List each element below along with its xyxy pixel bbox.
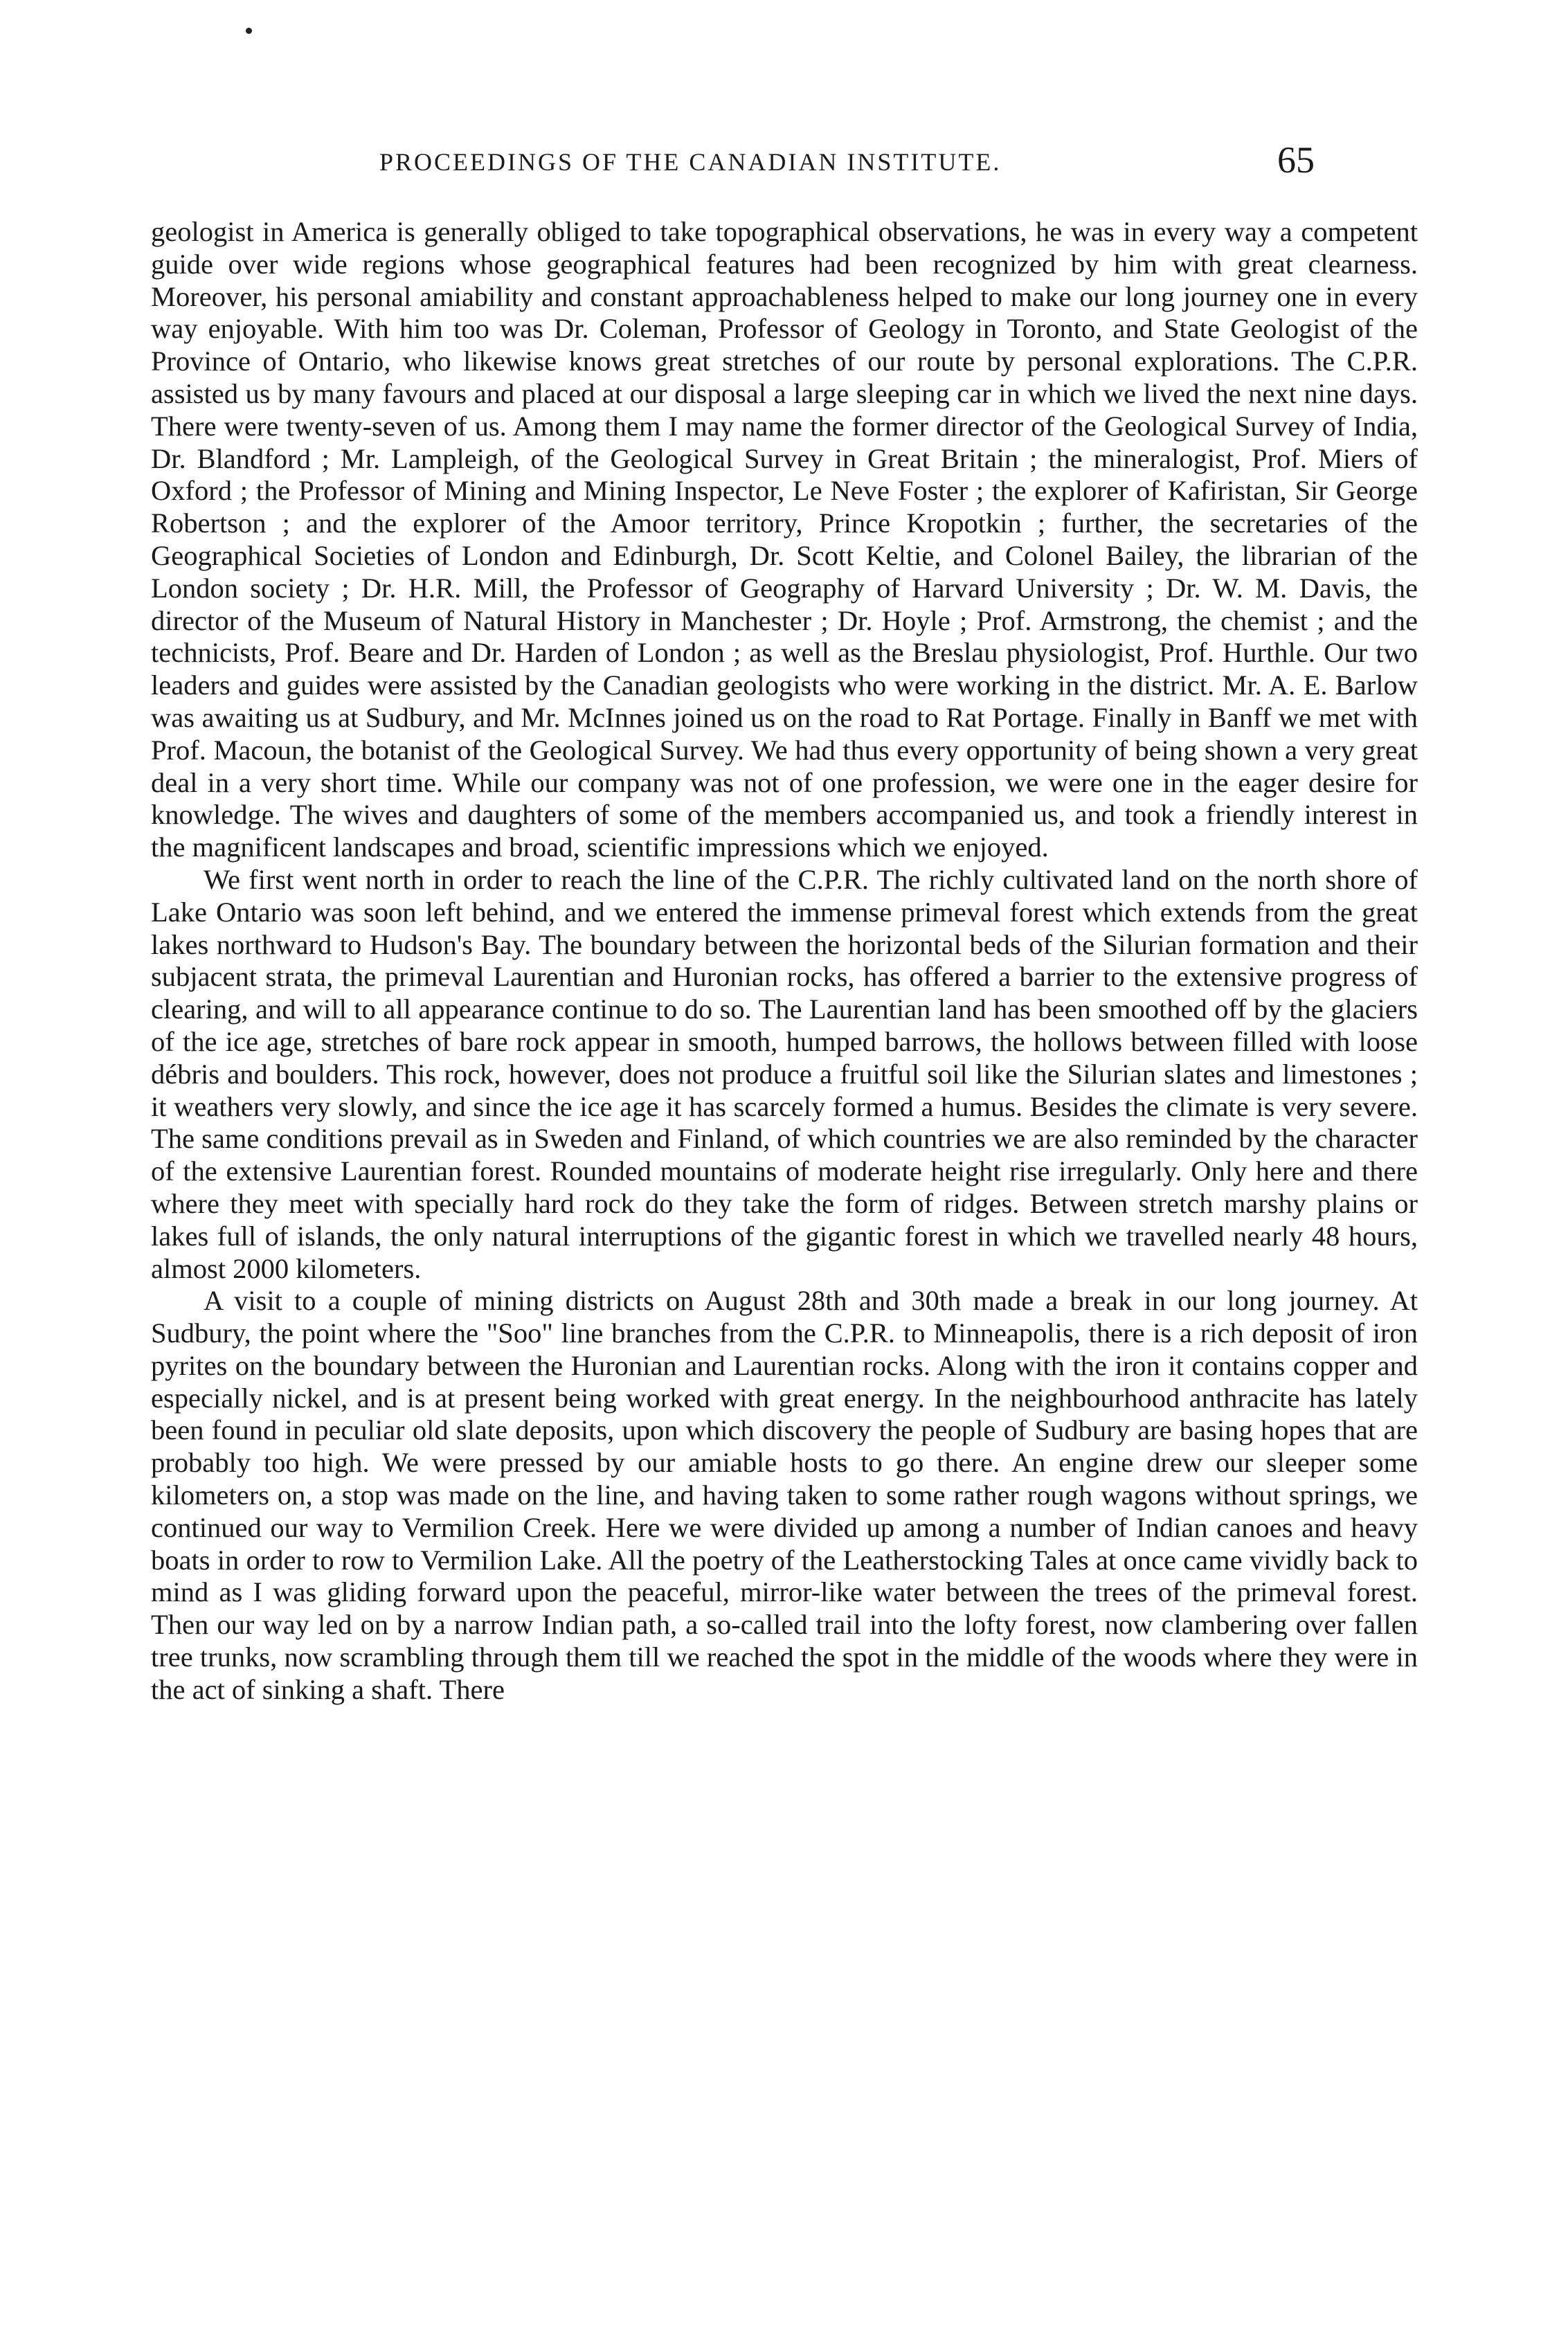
page-number: 65 — [1277, 139, 1315, 181]
body-text — [151, 216, 1418, 1706]
paragraph-journey-north: We first went north in order to reach the line of the C.P.R. The richly cultivated land on the north shore of Lake Ontario was soon left behind, and we entered the immense primeval forest which extends from the great lakes northward to Hudson's Bay. The boundary between the horizontal beds of the Silurian formation and their subjacent strata, the primeval Laurentian and Huronian rocks, has offered a barrier to the extensive progress of clearing, and will to all appearance continue to do so. The Laurentian land has been smoothed off by the glaciers of the ice age, stretches of bare rock appear in smooth, humped barrows, the hollows between filled with loose débris and boulders. This rock, however, does not produce a fruitful soil like the Silurian slates and limestones ; it weathers very slowly, and since the ice age it has scarcely formed a humus. Besides the climate is very severe. The same conditions prevail as in Sweden and Finland, of which countries we are also reminded by the character of the extensive Laurentian forest. Rounded mountains of moderate height rise irregularly. Only here and there where they meet with specially hard rock do they take the form of ridges. Between stretch marshy plains or lakes full of islands, the only natural interruptions of the gigantic forest in which we travelled nearly 48 hours, almost 2000 kilometers. — [151, 863, 1418, 1284]
paragraph-mining-visit: A visit to a couple of mining districts on August 28th and 30th made a break in our long journey. At Sudbury, the point where the "Soo" line branches from the C.P.R. to Minneapolis, there is a rich deposit of iron pyrites on the boundary between the Huronian and Laurentian rocks. Along with the iron it contains copper and especially nickel, and is at present being worked with great energy. In the neighbourhood anthracite has lately been found in peculiar old slate deposits, upon which discovery the people of Sudbury are basing hopes that are probably too high. We were pressed by our amiable hosts to go there. An engine drew our sleeper some kilometers on, a stop was made on the line, and having taken to some rather rough wagons without springs, we continued our way to Vermilion Creek. Here we were divided up among a number of Indian canoes and heavy boats in order to row to Vermilion Lake. All the poetry of the Leatherstocking Tales at once came vividly back to mind as I was gliding forward upon the peaceful, mirror-like water between the trees of the primeval forest. Then our way led on by a narrow Indian path, a so-called trail into the lofty forest, now clambering over fallen tree trunks, now scrambling through them till we reached the spot in the middle of the woods where they were in the act of sinking a shaft. There — [151, 1285, 1418, 1705]
ink-speck — [246, 28, 252, 34]
running-head: PROCEEDINGS OF THE CANADIAN INSTITUTE. — [379, 148, 1002, 176]
paragraph-continued: geologist in America is generally obliged to take topographical observations, he was in every way a competent guide over wide regions whose geographical features had been recognized by him with great clearness. Moreover, his personal amiability and constant approachableness helped to make our long journey one in every way enjoyable. With him too was Dr. Coleman, Professor of Geology in Toronto, and State Geologist of the Province of Ontario, who likewise knows great stretches of our route by personal explorations. The C.P.R. assisted us by many favours and placed at our disposal a large sleeping car in which we lived the next nine days. There were twenty-seven of us. Among them I may name the former director of the Geological Survey of India, Dr. Blandford ; Mr. Lampleigh, of the Geological Survey in Great Britain ; the mineralogist, Prof. Miers of Oxford ; the Professor of Mining and Mining Inspector, Le Neve Foster ; the explorer of Kafiristan, Sir George Robertson ; and the explorer of the Amoor territory, Prince Kropotkin ; further, the secretaries of the Geographical Societies of London and Edinburgh, Dr. Scott Keltie, and Colonel Bailey, the librarian of the London society ; Dr. H.R. Mill, the Professor of Geography of Harvard University ; Dr. W. M. Davis, the director of the Museum of Natural History in Manchester ; Dr. Hoyle ; Prof. Armstrong, the chemist ; and the technicists, Prof. Beare and Dr. Harden of London ; as well as the Breslau physiologist, Prof. Hurthle. Our two leaders and guides were assisted by the Canadian geologists who were working in the district. Mr. A. E. Barlow was awaiting us at Sudbury, and Mr. McInnes joined us on the road to Rat Portage. Finally in Banff we met with Prof. Macoun, the botanist of the Geological Survey. We had thus every opportunity of being shown a very great deal in a very short time. While our company was not of one profession, we were one in the eager desire for knowledge. The wives and daughters of some of the members accompanied us, and took a friendly interest in the magnificent landscapes and broad, scientific impressions which we enjoyed. — [151, 216, 1418, 863]
